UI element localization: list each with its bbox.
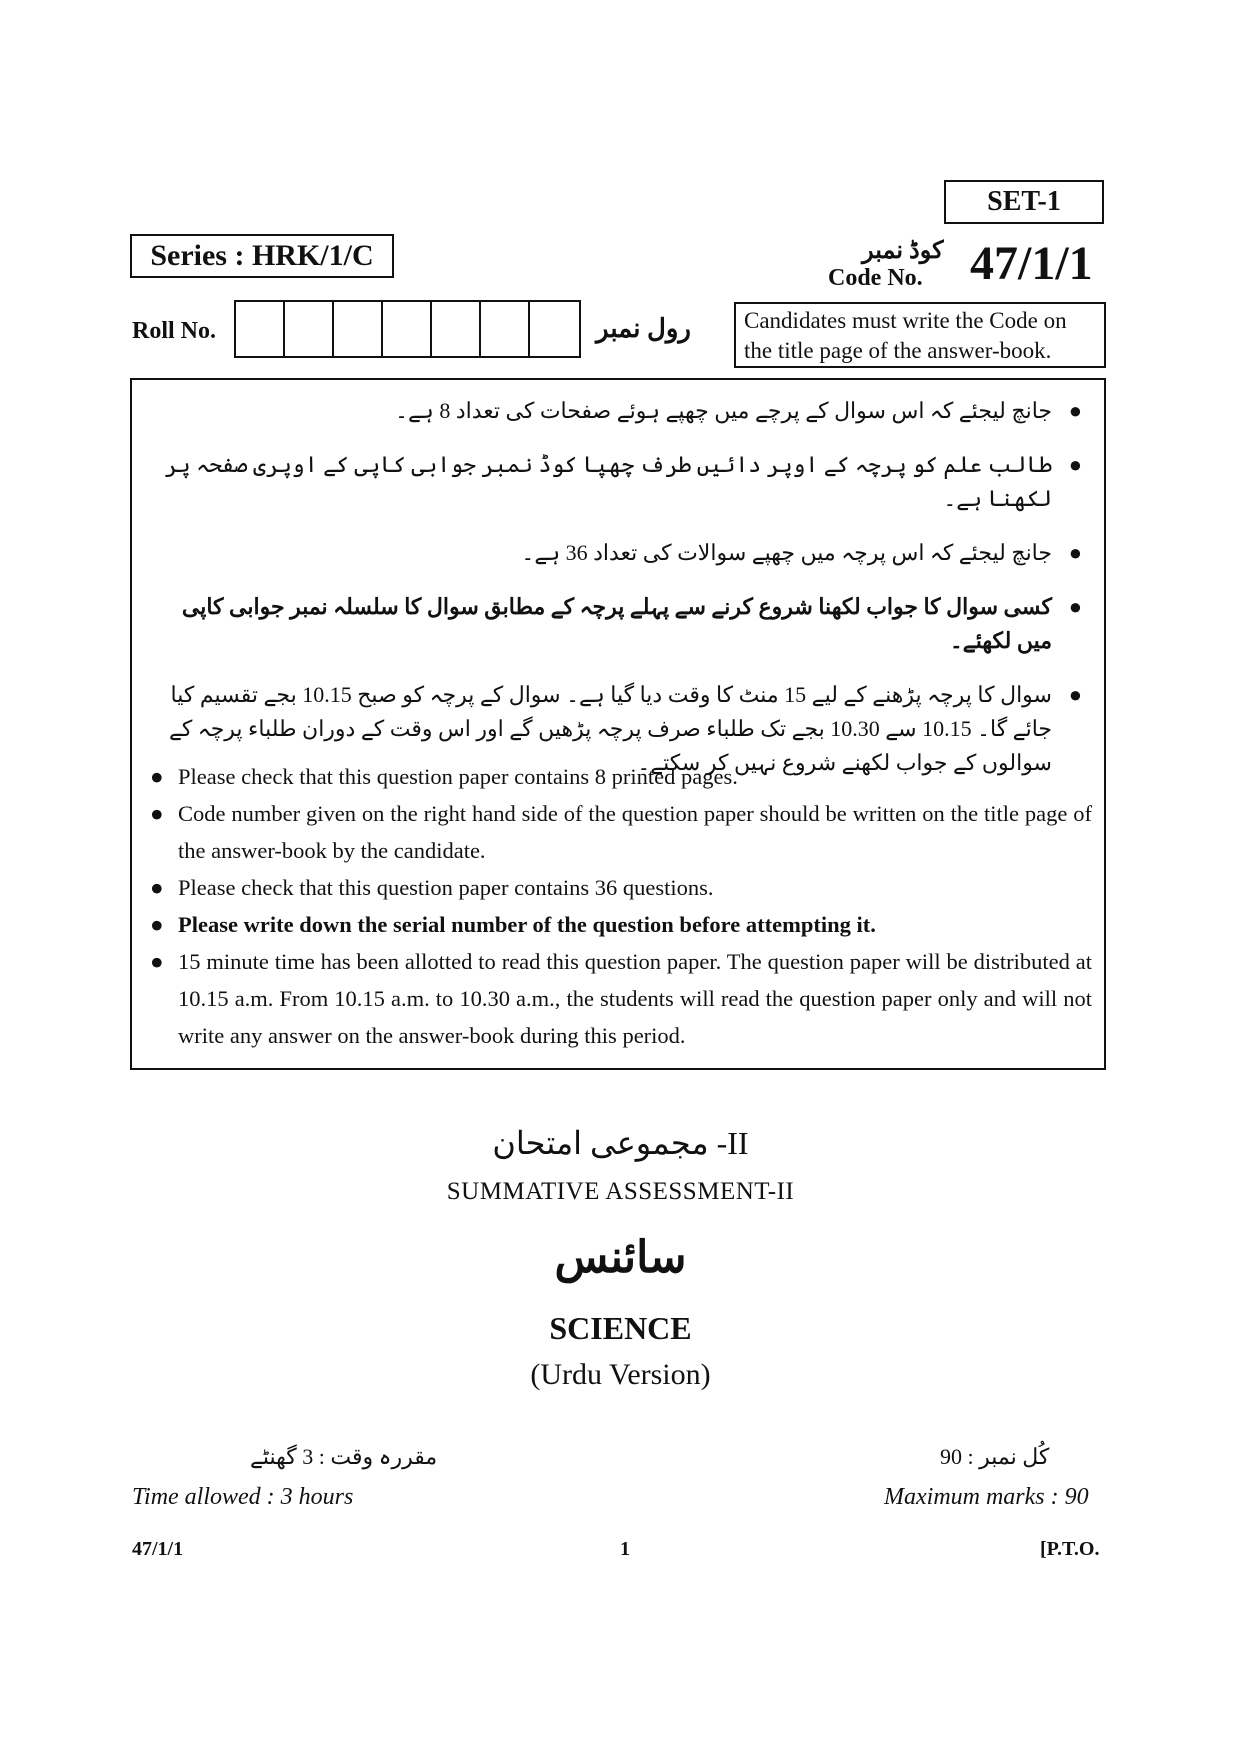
maximum-marks: Maximum marks : 90: [884, 1484, 1089, 1510]
code-value: 47/1/1: [970, 237, 1093, 290]
time-allowed: Time allowed : 3 hours: [132, 1484, 354, 1510]
bullet-icon: ●: [150, 875, 164, 900]
instruction-english-item: ● Please write down the serial number of the question before attempting it.: [146, 906, 1092, 943]
instruction-urdu-item: ● کسی سوال کا جواب لکھنا شروع کرنے سے پہلے پرچہ کے مطابق سوال کا سلسلہ نمبر جوابی کاپی میں لکھئے۔: [146, 590, 1082, 658]
instruction-urdu-item: ● جانچ لیجئے کہ اس سوال کے پرچے میں چھپے ہوئے صفحات کی تعداد 8 ہے۔: [146, 394, 1082, 428]
roll-number-cell[interactable]: [334, 302, 383, 356]
instruction-urdu-item: ● طالب علم کو پرچہ کے اوپر دائیں طرف چھپا کوڈ نمبر جوابی کاپی کے اوپری صفحہ پر لکھنا ہے۔: [146, 448, 1082, 516]
bullet-icon: ●: [1068, 452, 1082, 477]
bullet-icon: ●: [1068, 594, 1082, 619]
roll-number-cell[interactable]: [285, 302, 334, 356]
instructions-english-list: [146, 758, 1092, 1054]
bullet-icon: ●: [150, 801, 164, 826]
roll-number-cell[interactable]: [236, 302, 285, 356]
roll-number-cell[interactable]: [383, 302, 432, 356]
bullet-icon: ●: [150, 949, 164, 974]
series-label: Series : HRK/1/C: [130, 234, 394, 278]
instruction-urdu-item: ● جانچ لیجئے کہ اس پرچہ میں چھپے سوالات کی تعداد 36 ہے۔: [146, 536, 1082, 570]
instruction-english-item: ● Please check that this question paper contains 8 printed pages.: [146, 758, 1092, 795]
candidate-code-note: Candidates must write the Code on the title page of the answer-book.: [734, 302, 1106, 368]
code-label-urdu: کوڈ نمبر: [862, 238, 944, 264]
instruction-urdu-item: ● سوال کا پرچہ پڑھنے کے لیے 15 منٹ کا وقت دیا گیا ہے۔ سوال کے پرچہ کو صبح 10.15 بجے تقسیم کیا جائے گا۔ 10.15 سے 10.30 بجے تک طلباء صرف پرچہ پڑھیں گے اور اس وقت کے دوران طلباء پرچہ کے سوالوں کے جواب لکھنے شروع نہیں کر سکتے۔: [146, 678, 1082, 780]
time-allowed-urdu: مقررہ وقت : 3 گھنٹے: [250, 1444, 438, 1469]
maximum-marks-urdu: کُل نمبر : 90: [940, 1444, 1050, 1469]
roll-number-cell[interactable]: [530, 302, 579, 356]
roll-number-boxes[interactable]: [234, 300, 581, 358]
bullet-icon: ●: [1068, 682, 1082, 707]
roll-number-cell[interactable]: [432, 302, 481, 356]
roll-number-label: Roll No.: [132, 318, 216, 344]
version-label: (Urdu Version): [530, 1358, 711, 1391]
roll-number-label-urdu: رول نمبر: [596, 314, 691, 343]
bullet-icon: ●: [150, 764, 164, 789]
roll-number-cell[interactable]: [481, 302, 530, 356]
instructions-urdu-list: [146, 394, 1082, 800]
instructions-box: [130, 378, 1106, 1070]
instruction-english-item: ● Code number given on the right hand side of the question paper should be written on the title page of the answer-book by the candidate.: [146, 795, 1092, 869]
page-number: 1: [620, 1538, 630, 1560]
bullet-icon: ●: [150, 912, 164, 937]
subject-title-urdu: سائنس: [554, 1233, 687, 1282]
instruction-english-item: ● 15 minute time has been allotted to read this question paper. The question paper will be distributed at 10.15 a.m. From 10.15 a.m. to 10.30 a.m., the students will read the question paper only and will not write any answer on the answer-book during this period.: [146, 943, 1092, 1054]
exam-title-urdu: II- مجموعی امتحان: [492, 1125, 749, 1161]
code-label: Code No.: [828, 265, 923, 291]
exam-title: SUMMATIVE ASSESSMENT-II: [446, 1178, 795, 1205]
bullet-icon: ●: [1068, 540, 1082, 565]
set-label: SET-1: [944, 180, 1104, 224]
bullet-icon: ●: [1068, 398, 1082, 423]
pto-label: [P.T.O.: [1040, 1538, 1100, 1560]
subject-title: SCIENCE: [549, 1310, 692, 1346]
footer-code: 47/1/1: [132, 1538, 184, 1560]
instruction-english-item: ● Please check that this question paper contains 36 questions.: [146, 869, 1092, 906]
